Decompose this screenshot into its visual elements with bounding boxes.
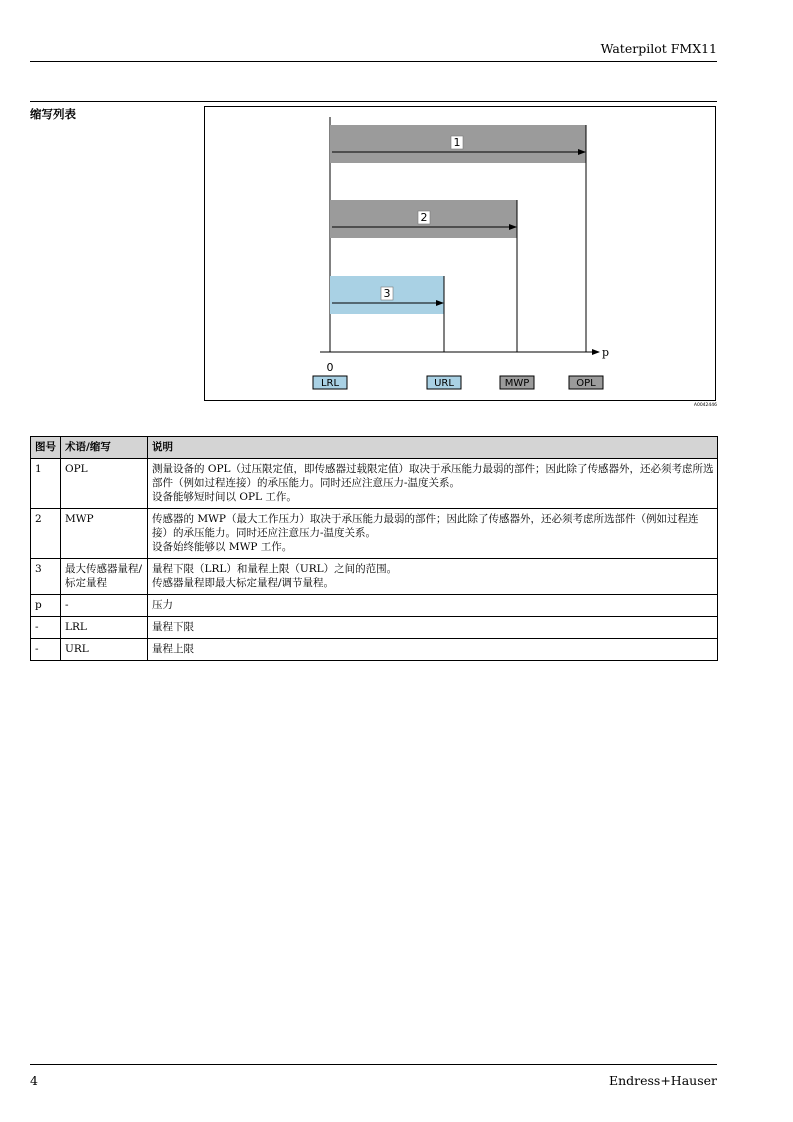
abbreviation-table xyxy=(30,436,718,661)
description-line: 传感器的 MWP（最大工作压力）取决于承压能力最弱的部件；因此除了传感器外，还必须考虑所选部件（例如过程连接）的承压能力。同时还应注意压力-温度关系。 xyxy=(152,513,699,539)
page-number: 4 xyxy=(30,1073,38,1088)
range-number-2: 2 xyxy=(420,211,428,224)
table-row xyxy=(31,509,718,559)
cell-term xyxy=(61,559,148,595)
cell-term xyxy=(61,617,148,639)
description-line: 传感器量程即最大标定量程/调节量程。 xyxy=(152,577,335,589)
zero-label: 0 xyxy=(326,361,334,374)
cell-description xyxy=(148,595,718,617)
footer-rule xyxy=(30,1064,717,1065)
range-number-3: 3 xyxy=(383,287,391,300)
section-heading: 缩写列表 xyxy=(30,107,76,121)
description-line: 量程上限 xyxy=(152,643,194,655)
description-line: 量程下限（LRL）和量程上限（URL）之间的范围。 xyxy=(152,563,398,575)
header-description: 说明 xyxy=(148,437,718,459)
description-line: 压力 xyxy=(152,599,173,611)
header-term: 术语/缩写 xyxy=(61,437,148,459)
axis-marker-label-lrl: LRL xyxy=(320,378,340,389)
pressure-range-diagram xyxy=(205,107,715,400)
term-line: OPL xyxy=(65,463,88,475)
axis-marker-label-mwp: MWP xyxy=(504,378,530,389)
cell-item-number: p xyxy=(31,595,61,617)
cell-description xyxy=(148,639,718,661)
cell-item-number: 2 xyxy=(31,509,61,559)
cell-item-number: - xyxy=(31,639,61,661)
cell-description xyxy=(148,509,718,559)
cell-item-number: 1 xyxy=(31,459,61,509)
cell-item-number: 3 xyxy=(31,559,61,595)
cell-description xyxy=(148,617,718,639)
description-line: 测量设备的 OPL（过压限定值，即传感器过载限定值）取决于承压能力最弱的部件；因此除了传感器外，还必须考虑所选部件（例如过程连接）的承压能力。同时还应注意压力-温度关系。 xyxy=(152,463,714,489)
header-item-number: 图号 xyxy=(31,437,61,459)
header-rule xyxy=(30,61,717,62)
table-row xyxy=(31,639,718,661)
table-header-row xyxy=(31,437,718,459)
table-row xyxy=(31,595,718,617)
cell-term xyxy=(61,595,148,617)
term-line: MWP xyxy=(65,513,94,525)
brand-name: Endress+Hauser xyxy=(608,1073,717,1088)
term-line: 最大传感器量程/ xyxy=(65,563,143,575)
cell-term xyxy=(61,639,148,661)
term-line: 标定量程 xyxy=(65,577,107,589)
table-row xyxy=(31,617,718,639)
term-line: - xyxy=(65,599,69,611)
pressure-range-figure xyxy=(204,106,716,401)
cell-description xyxy=(148,559,718,595)
cell-term xyxy=(61,509,148,559)
description-line: 量程下限 xyxy=(152,621,194,633)
figure-id: A0042446 xyxy=(693,403,717,408)
cell-term xyxy=(61,459,148,509)
cell-item-number: - xyxy=(31,617,61,639)
table-row xyxy=(31,559,718,595)
axis-marker-label-opl: OPL xyxy=(576,378,596,389)
description-line: 设备能够短时间以 OPL 工作。 xyxy=(152,491,297,503)
range-number-1: 1 xyxy=(453,136,461,149)
description-line: 设备始终能够以 MWP 工作。 xyxy=(152,541,293,553)
term-line: LRL xyxy=(65,621,87,633)
pressure-axis-label: p xyxy=(602,346,610,359)
cell-description xyxy=(148,459,718,509)
section-rule xyxy=(30,101,717,102)
header-product-title: Waterpilot FMX11 xyxy=(600,41,717,56)
term-line: URL xyxy=(65,643,89,655)
axis-marker-label-url: URL xyxy=(434,378,454,389)
table-row xyxy=(31,459,718,509)
